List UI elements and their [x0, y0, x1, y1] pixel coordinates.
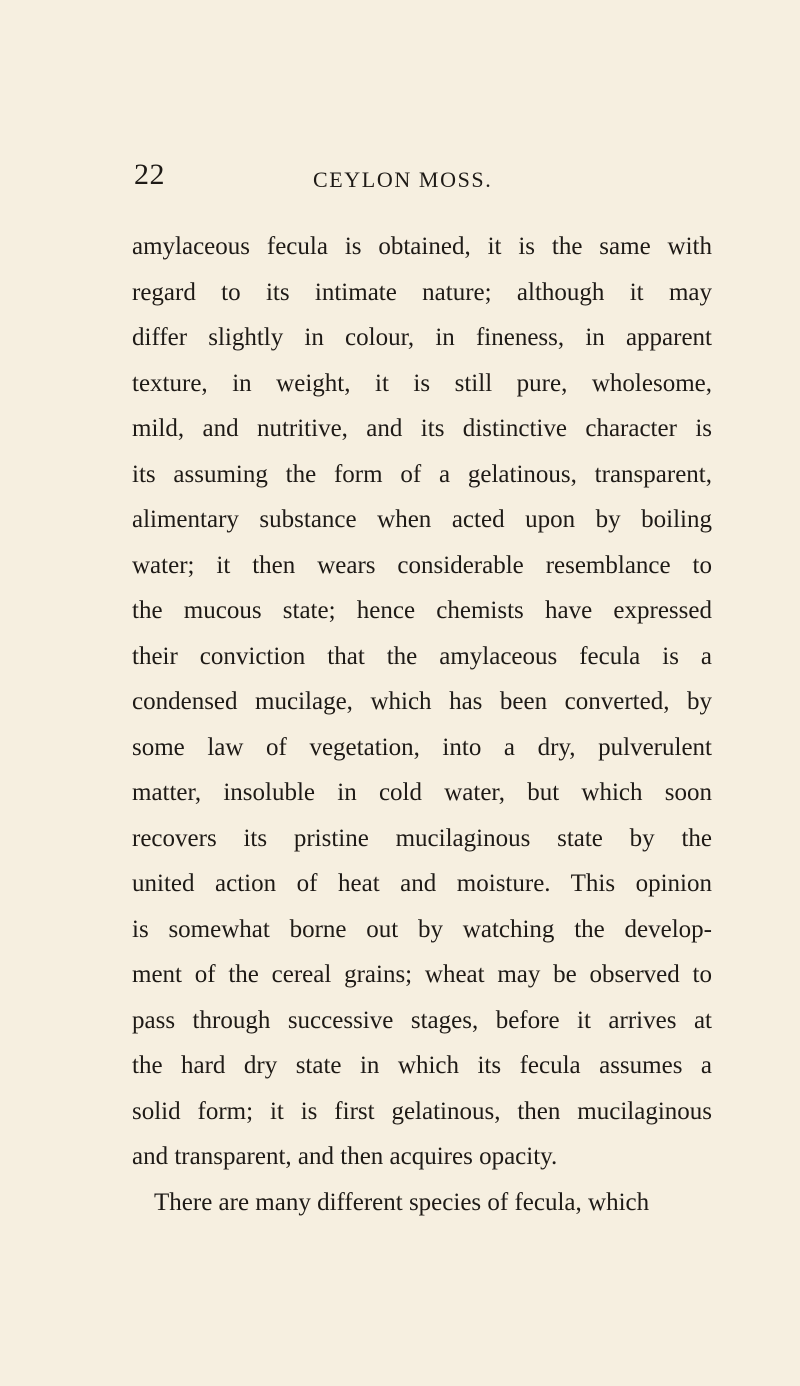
text-line: some law of vegetation, into a dry, pulverulent	[132, 733, 712, 761]
running-head: CEYLON MOSS.	[313, 167, 493, 192]
text-line: mild, and nutritive, and its distinctive character is	[132, 415, 712, 442]
text-line: recovers its pristine mucilaginous state by the	[132, 824, 712, 852]
text-line: differ slightly in colour, in fineness, in apparent	[132, 324, 712, 351]
text-line: condensed mucilage, which has been converted, by	[132, 688, 712, 715]
text-line: matter, insoluble in cold water, but which soon	[132, 779, 712, 806]
text-line: regard to its intimate nature; although it may	[132, 278, 712, 306]
text-line: There are many different species of fecula, which	[154, 1188, 650, 1216]
text-line: the hard dry state in which its fecula assumes a	[132, 1052, 712, 1079]
page-number: 22	[134, 158, 165, 191]
text-line: its assuming the form of a gelatinous, transparent,	[132, 460, 712, 488]
text-line: solid form; it is first gelatinous, then mucilaginous	[132, 1097, 712, 1125]
text-line: pass through successive stages, before it arrives at	[132, 1006, 712, 1034]
text-line: is somewhat borne out by watching the develop-	[132, 915, 712, 943]
text-line: water; it then wears considerable resemblance to	[132, 551, 712, 579]
text-line: united action of heat and moisture. This opinion	[132, 870, 712, 897]
text-line: and transparent, and then acquires opacity.	[132, 1143, 558, 1170]
body-text	[132, 224, 712, 1225]
text-line: texture, in weight, it is still pure, wholesome,	[132, 369, 712, 397]
text-line: alimentary substance when acted upon by boiling	[132, 506, 712, 533]
text-line: ment of the cereal grains; wheat may be observed to	[132, 961, 712, 988]
text-line: their conviction that the amylaceous fecula is a	[132, 642, 712, 670]
text-line: the mucous state; hence chemists have expressed	[132, 597, 712, 624]
text-line: amylaceous fecula is obtained, it is the same with	[132, 233, 712, 260]
